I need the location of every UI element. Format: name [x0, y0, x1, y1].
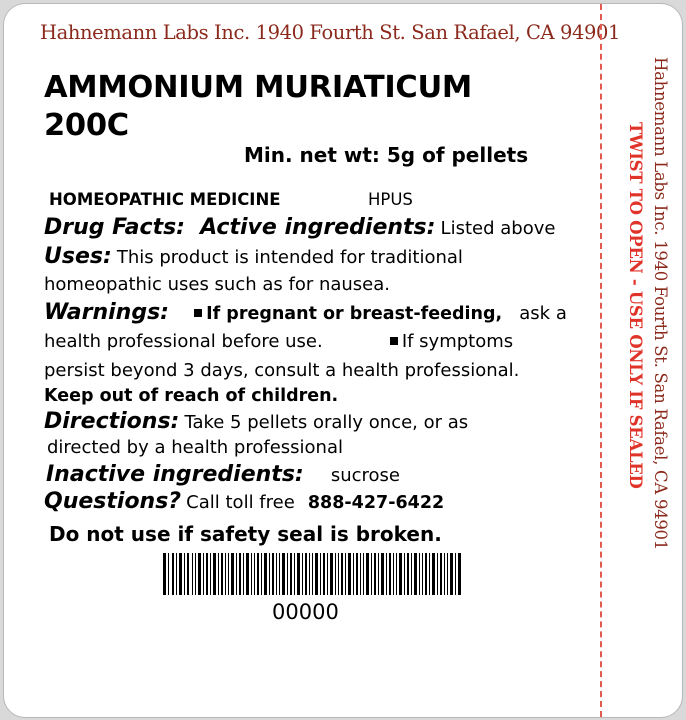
barcode-bar	[210, 553, 211, 595]
barcode-bar	[335, 553, 336, 595]
medicine-type: HOMEOPATHIC MEDICINE	[49, 190, 281, 209]
inactive-row	[46, 462, 400, 487]
twist-to-open-warning: TWIST TO OPEN - USE ONLY IF SEALED	[626, 122, 645, 489]
hpus-mark: HPUS	[368, 190, 413, 209]
barcode-bar	[254, 553, 255, 595]
bullet-icon	[194, 309, 202, 317]
barcode-bar	[246, 553, 249, 595]
warnings-heading: Warnings:	[44, 300, 169, 325]
barcode-bar	[356, 553, 358, 595]
product-potency: 200C	[44, 108, 129, 143]
directions-text-line2: directed by a health professional	[47, 437, 343, 458]
keep-out-notice: Keep out of reach of children.	[44, 386, 339, 406]
product-label	[3, 3, 683, 718]
barcode-bar	[302, 553, 303, 595]
phone-number: 888-427-6422	[307, 493, 445, 513]
barcode-bar	[225, 553, 226, 595]
barcode-bar	[228, 553, 229, 595]
uses-heading: Uses:	[44, 244, 112, 269]
barcode-bar	[363, 553, 364, 595]
inactive-ingredients-value: sucrose	[330, 465, 400, 486]
uses-text: This product is intended for traditional	[116, 247, 463, 268]
barcode-bar	[360, 553, 361, 595]
perforation-line	[600, 4, 602, 717]
barcode-bar	[287, 553, 288, 595]
barcode-bar	[206, 553, 208, 595]
barcode-bar	[184, 553, 185, 595]
barcode-bar	[353, 553, 354, 595]
barcode-number: 00000	[272, 600, 339, 624]
warning-pregnant: If pregnant or breast-feeding,	[206, 304, 503, 324]
barcode-bar	[407, 553, 409, 595]
barcode-bar	[305, 553, 307, 595]
barcode-bar	[458, 553, 461, 595]
uses-text-line2: homeopathic uses such as for nausea.	[44, 274, 391, 295]
barcode-bar	[348, 553, 351, 595]
bullet-icon	[390, 337, 398, 345]
barcode-bar	[396, 553, 397, 595]
barcode-bar	[290, 553, 292, 595]
barcode-bar	[419, 553, 420, 595]
directions-row	[44, 409, 468, 434]
barcode-bar	[218, 553, 219, 595]
barcode-bar	[422, 553, 423, 595]
barcode-bar	[320, 553, 321, 595]
barcode-bar	[399, 553, 402, 595]
barcode-bar	[455, 553, 456, 595]
barcode-bar	[269, 553, 270, 595]
barcode-bar	[251, 553, 252, 595]
barcode-bar	[338, 553, 339, 595]
barcode-bar	[203, 553, 204, 595]
barcode-bar	[192, 553, 193, 595]
barcode-bar	[393, 553, 394, 595]
warning-health-professional: health professional before use.	[44, 331, 323, 352]
barcode-bar	[378, 553, 379, 595]
barcode-bar	[437, 553, 438, 595]
barcode-bar	[381, 553, 384, 595]
manufacturer-address: Hahnemann Labs Inc. 1940 Fourth St. San Rafael, CA 94901	[40, 21, 621, 44]
warning-persist: persist beyond 3 days, consult a health professional.	[44, 360, 520, 381]
questions-row	[44, 489, 444, 514]
barcode-bar	[294, 553, 295, 595]
barcode-bar	[432, 553, 435, 595]
warning-symptoms: If symptoms	[401, 331, 514, 352]
barcode-bar	[257, 553, 259, 595]
uses-row	[44, 244, 463, 269]
directions-heading: Directions:	[44, 409, 180, 434]
barcode-bar	[272, 553, 274, 595]
questions-heading: Questions?	[44, 489, 182, 514]
barcode-bar	[440, 553, 442, 595]
barcode-bar	[172, 553, 174, 595]
inactive-ingredients-heading: Inactive ingredients:	[46, 462, 304, 487]
barcode-bar	[198, 553, 201, 595]
product-title	[44, 69, 472, 145]
barcode-bar	[236, 553, 237, 595]
barcode-bar	[374, 553, 376, 595]
barcode-bar	[176, 553, 177, 595]
barcode-bar	[163, 553, 166, 595]
safety-seal-warning: Do not use if safety seal is broken.	[49, 522, 442, 546]
drug-facts-row	[44, 215, 555, 240]
directions-text: Take 5 pellets orally once, or as	[184, 412, 469, 433]
side-address: Hahnemann Labs Inc. 1940 Fourth St. San Rafael, CA 94901	[651, 57, 670, 550]
barcode-bar	[279, 553, 280, 595]
barcode-bar	[239, 553, 241, 595]
barcode-bar	[213, 553, 216, 595]
barcode-bar	[179, 553, 182, 595]
barcode-bar	[327, 553, 328, 595]
barcode-bar	[168, 553, 169, 595]
drug-facts-heading: Drug Facts:	[44, 215, 185, 240]
warning-pregnant-rest: ask a	[519, 303, 567, 324]
barcode-bar	[429, 553, 430, 595]
barcode-bar	[264, 553, 267, 595]
barcode-bar	[323, 553, 325, 595]
product-name: AMMONIUM MURIATICUM	[44, 70, 472, 105]
barcode-bar	[450, 553, 453, 595]
barcode-bar	[231, 553, 234, 595]
barcode-bar	[341, 553, 343, 595]
barcode-bar	[309, 553, 310, 595]
barcode-bar	[444, 553, 445, 595]
barcode-bar	[330, 553, 333, 595]
barcode-bar	[221, 553, 223, 595]
barcode-bar	[425, 553, 427, 595]
net-weight: Min. net wt: 5g of pellets	[244, 143, 529, 167]
barcode-bar	[389, 553, 391, 595]
barcode-bar	[371, 553, 372, 595]
barcode-bar	[297, 553, 300, 595]
barcode-bar	[404, 553, 405, 595]
barcode-bar	[312, 553, 313, 595]
barcode-bar	[366, 553, 369, 595]
barcode-bar	[315, 553, 318, 595]
warnings-line2	[44, 331, 513, 352]
warnings-row	[44, 300, 567, 325]
barcode-bar	[386, 553, 387, 595]
active-ingredients-value: Listed above	[440, 218, 556, 239]
barcode-bar	[447, 553, 448, 595]
active-ingredients-heading: Active ingredients:	[200, 215, 436, 240]
barcode-bar	[261, 553, 262, 595]
barcode-bar	[414, 553, 417, 595]
barcode-bar	[345, 553, 346, 595]
questions-text: Call toll free	[186, 492, 295, 513]
barcode-bar	[282, 553, 285, 595]
barcode-bar	[276, 553, 277, 595]
barcode-bar	[195, 553, 196, 595]
barcode-bar	[187, 553, 189, 595]
barcode-bar	[411, 553, 412, 595]
barcode-bar	[243, 553, 244, 595]
